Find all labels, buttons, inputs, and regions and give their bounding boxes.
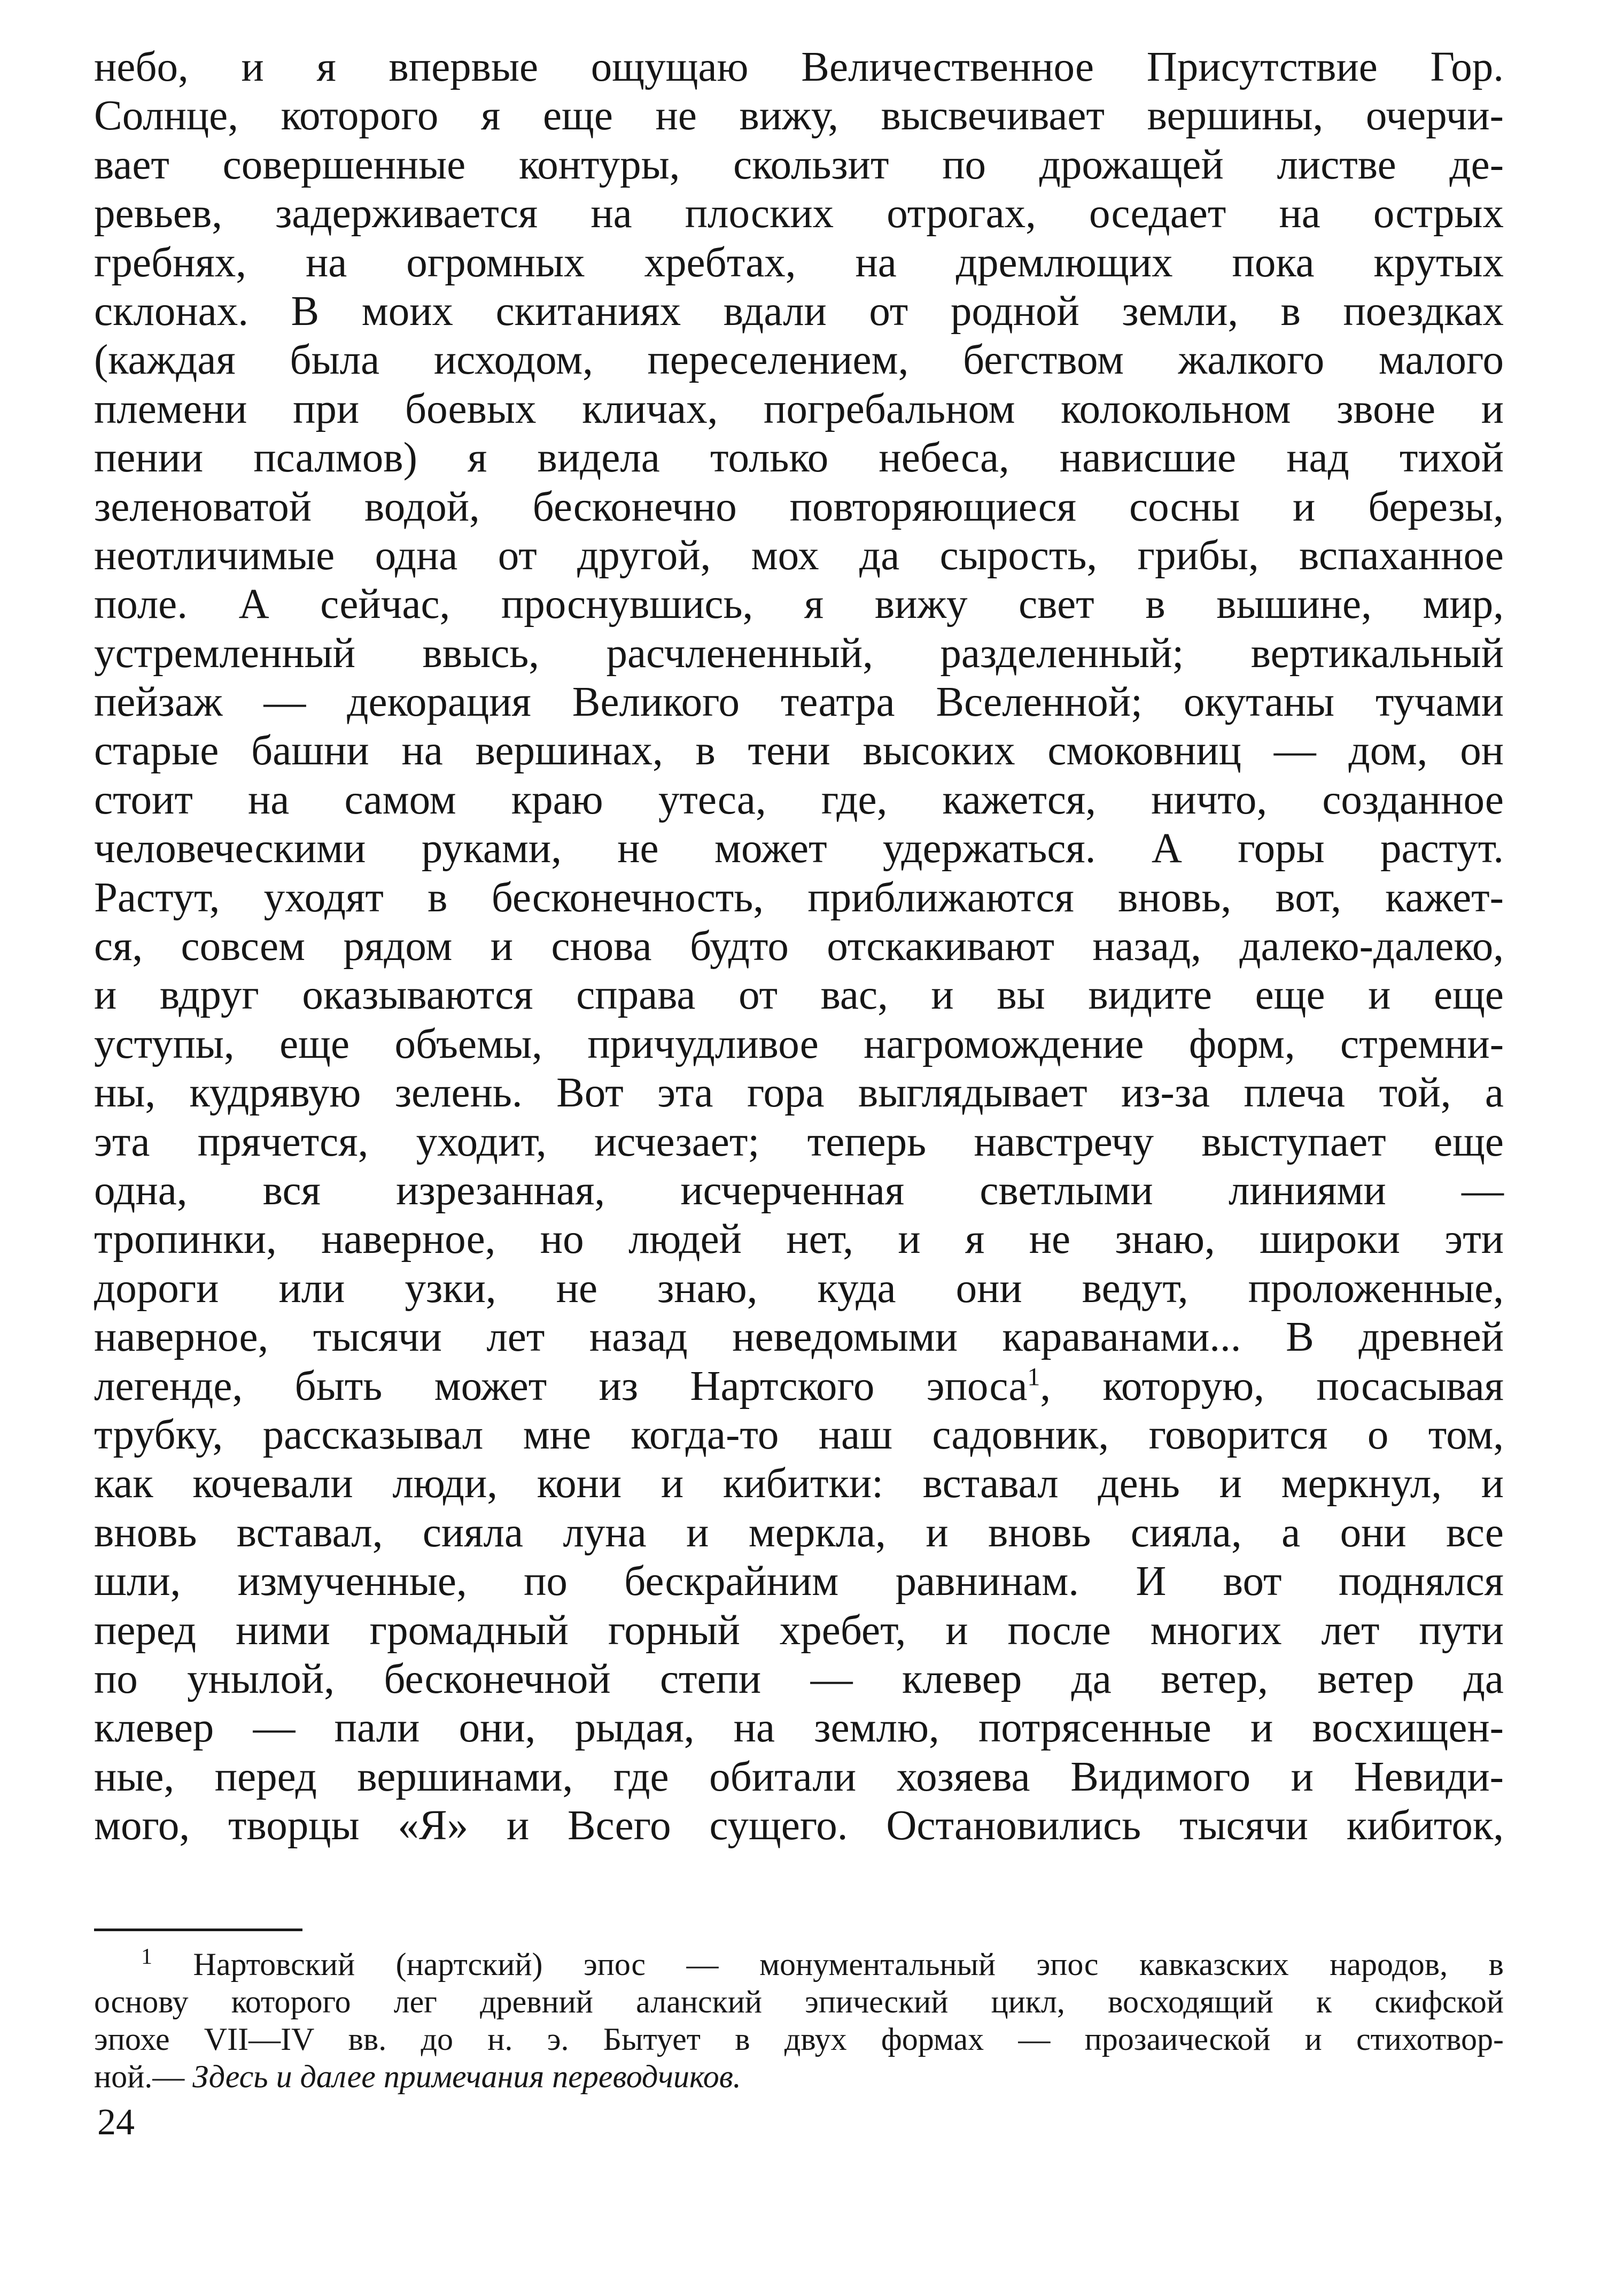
footnote-line: эпохе VII—IV вв. до н. э. Бытует в двух формах — прозаической и стихотвор-	[94, 2022, 1504, 2057]
text-line: мого, творцы «Я» и Всего сущего. Остановились тысячи кибиток,	[94, 1802, 1504, 1849]
footnote-text: ной.—	[94, 2059, 193, 2094]
text-line: Растут, уходят в бесконечность, приближаются вновь, вот, кажет-	[94, 874, 1504, 921]
text-line: племени при боевых кличах, погребальном колокольном звоне и	[94, 385, 1504, 432]
text-line: человеческими руками, не может удержаться. А горы растут.	[94, 825, 1504, 872]
text-line: как кочевали люди, кони и кибитки: вставал день и меркнул, и	[94, 1460, 1504, 1507]
text-line: перед ними громадный горный хребет, и после многих лет пути	[94, 1607, 1504, 1654]
text-line-with-footnote	[94, 1362, 1504, 1411]
footnote-marker[interactable]: 1	[1027, 1362, 1040, 1391]
text-line: зеленоватой водой, бесконечно повторяющиеся сосны и березы,	[94, 483, 1504, 530]
text-line: ревьев, задерживается на плоских отрогах, оседает на острых	[94, 190, 1504, 237]
text-line: ны, кудрявую зелень. Вот эта гора выглядывает из-за плеча той, а	[94, 1070, 1504, 1117]
footnote-text: Нартовский (нартский) эпос — монументальный эпос кавказских народов, в	[193, 1947, 1504, 1982]
text-line: одна, вся изрезанная, исчерченная светлыми линиями —	[94, 1167, 1504, 1214]
text-line: гребнях, на огромных хребтах, на дремлющих пока крутых	[94, 239, 1504, 286]
text-line: стоит на самом краю утеса, где, кажется, ничто, созданное	[94, 776, 1504, 823]
text-line: по унылой, бесконечной степи — клевер да ветер, ветер да	[94, 1655, 1504, 1702]
footnote-line: основу которого лег древний аланский эпический цикл, восходящий к скифской	[94, 1984, 1504, 2019]
text-line: неотличимые одна от другой, мох да сырость, грибы, вспаханное	[94, 532, 1504, 579]
footnote-divider	[94, 1929, 302, 1931]
footnote-line	[94, 2058, 1504, 2095]
text-line: наверное, тысячи лет назад неведомыми караванами... В древней	[94, 1314, 1504, 1361]
translator-note: Здесь и далее примечания переводчиков.	[192, 2059, 741, 2094]
text-line: уступы, еще объемы, причудливое нагромождение форм, стремни-	[94, 1020, 1504, 1067]
text-line: пейзаж — декорация Великого театра Вселенной; окутаны тучами	[94, 679, 1504, 726]
text-segment: , которую, посасывая	[1040, 1362, 1504, 1410]
text-line: клевер — пали они, рыдая, на землю, потрясенные и восхищен-	[94, 1705, 1504, 1752]
main-text-block	[94, 43, 1504, 1850]
text-line: небо, и я впервые ощущаю Величественное Присутствие Гор.	[94, 44, 1504, 90]
text-line: и вдруг оказываются справа от вас, и вы видите еще и еще	[94, 972, 1504, 1019]
footnote-line	[94, 1946, 1504, 1983]
text-line: Солнце, которого я еще не вижу, высвечивает вершины, очерчи-	[94, 92, 1504, 140]
text-line: трубку, рассказывал мне когда-то наш садовник, говорится о том,	[94, 1411, 1504, 1458]
text-line: вает совершенные контуры, скользит по дрожащей листве де-	[94, 141, 1504, 188]
page-number: 24	[97, 2102, 135, 2143]
text-line: старые башни на вершинах, в тени высоких смоковниц — дом, он	[94, 727, 1504, 775]
text-line: ся, совсем рядом и снова будто отскакивают назад, далеко-далеко,	[94, 923, 1504, 970]
text-line: (каждая была исходом, переселением, бегством жалкого малого	[94, 337, 1504, 384]
text-line: поле. А сейчас, проснувшись, я вижу свет в вышине, мир,	[94, 581, 1504, 628]
text-line: шли, измученные, по бескрайним равнинам. И вот поднялся	[94, 1558, 1504, 1605]
text-line: вновь вставал, сияла луна и меркла, и вновь сияла, а они все	[94, 1509, 1504, 1556]
footnote-block	[94, 1946, 1504, 2095]
text-segment: легенде, быть может из Нартского эпоса	[94, 1362, 1028, 1410]
text-line: склонах. В моих скитаниях вдали от родной земли, в поездках	[94, 288, 1504, 335]
text-line: устремленный ввысь, расчлененный, разделенный; вертикальный	[94, 630, 1504, 677]
text-line: эта прячется, уходит, исчезает; теперь навстречу выступает еще	[94, 1118, 1504, 1165]
text-line: тропинки, наверное, но людей нет, и я не знаю, широки эти	[94, 1216, 1504, 1263]
text-line: пении псалмов) я видела только небеса, нависшие над тихой	[94, 435, 1504, 482]
text-line: ные, перед вершинами, где обитали хозяева Видимого и Невиди-	[94, 1753, 1504, 1800]
text-line: дороги или узки, не знаю, куда они ведут, проложенные,	[94, 1265, 1504, 1312]
footnote-number: 1	[141, 1945, 152, 1969]
